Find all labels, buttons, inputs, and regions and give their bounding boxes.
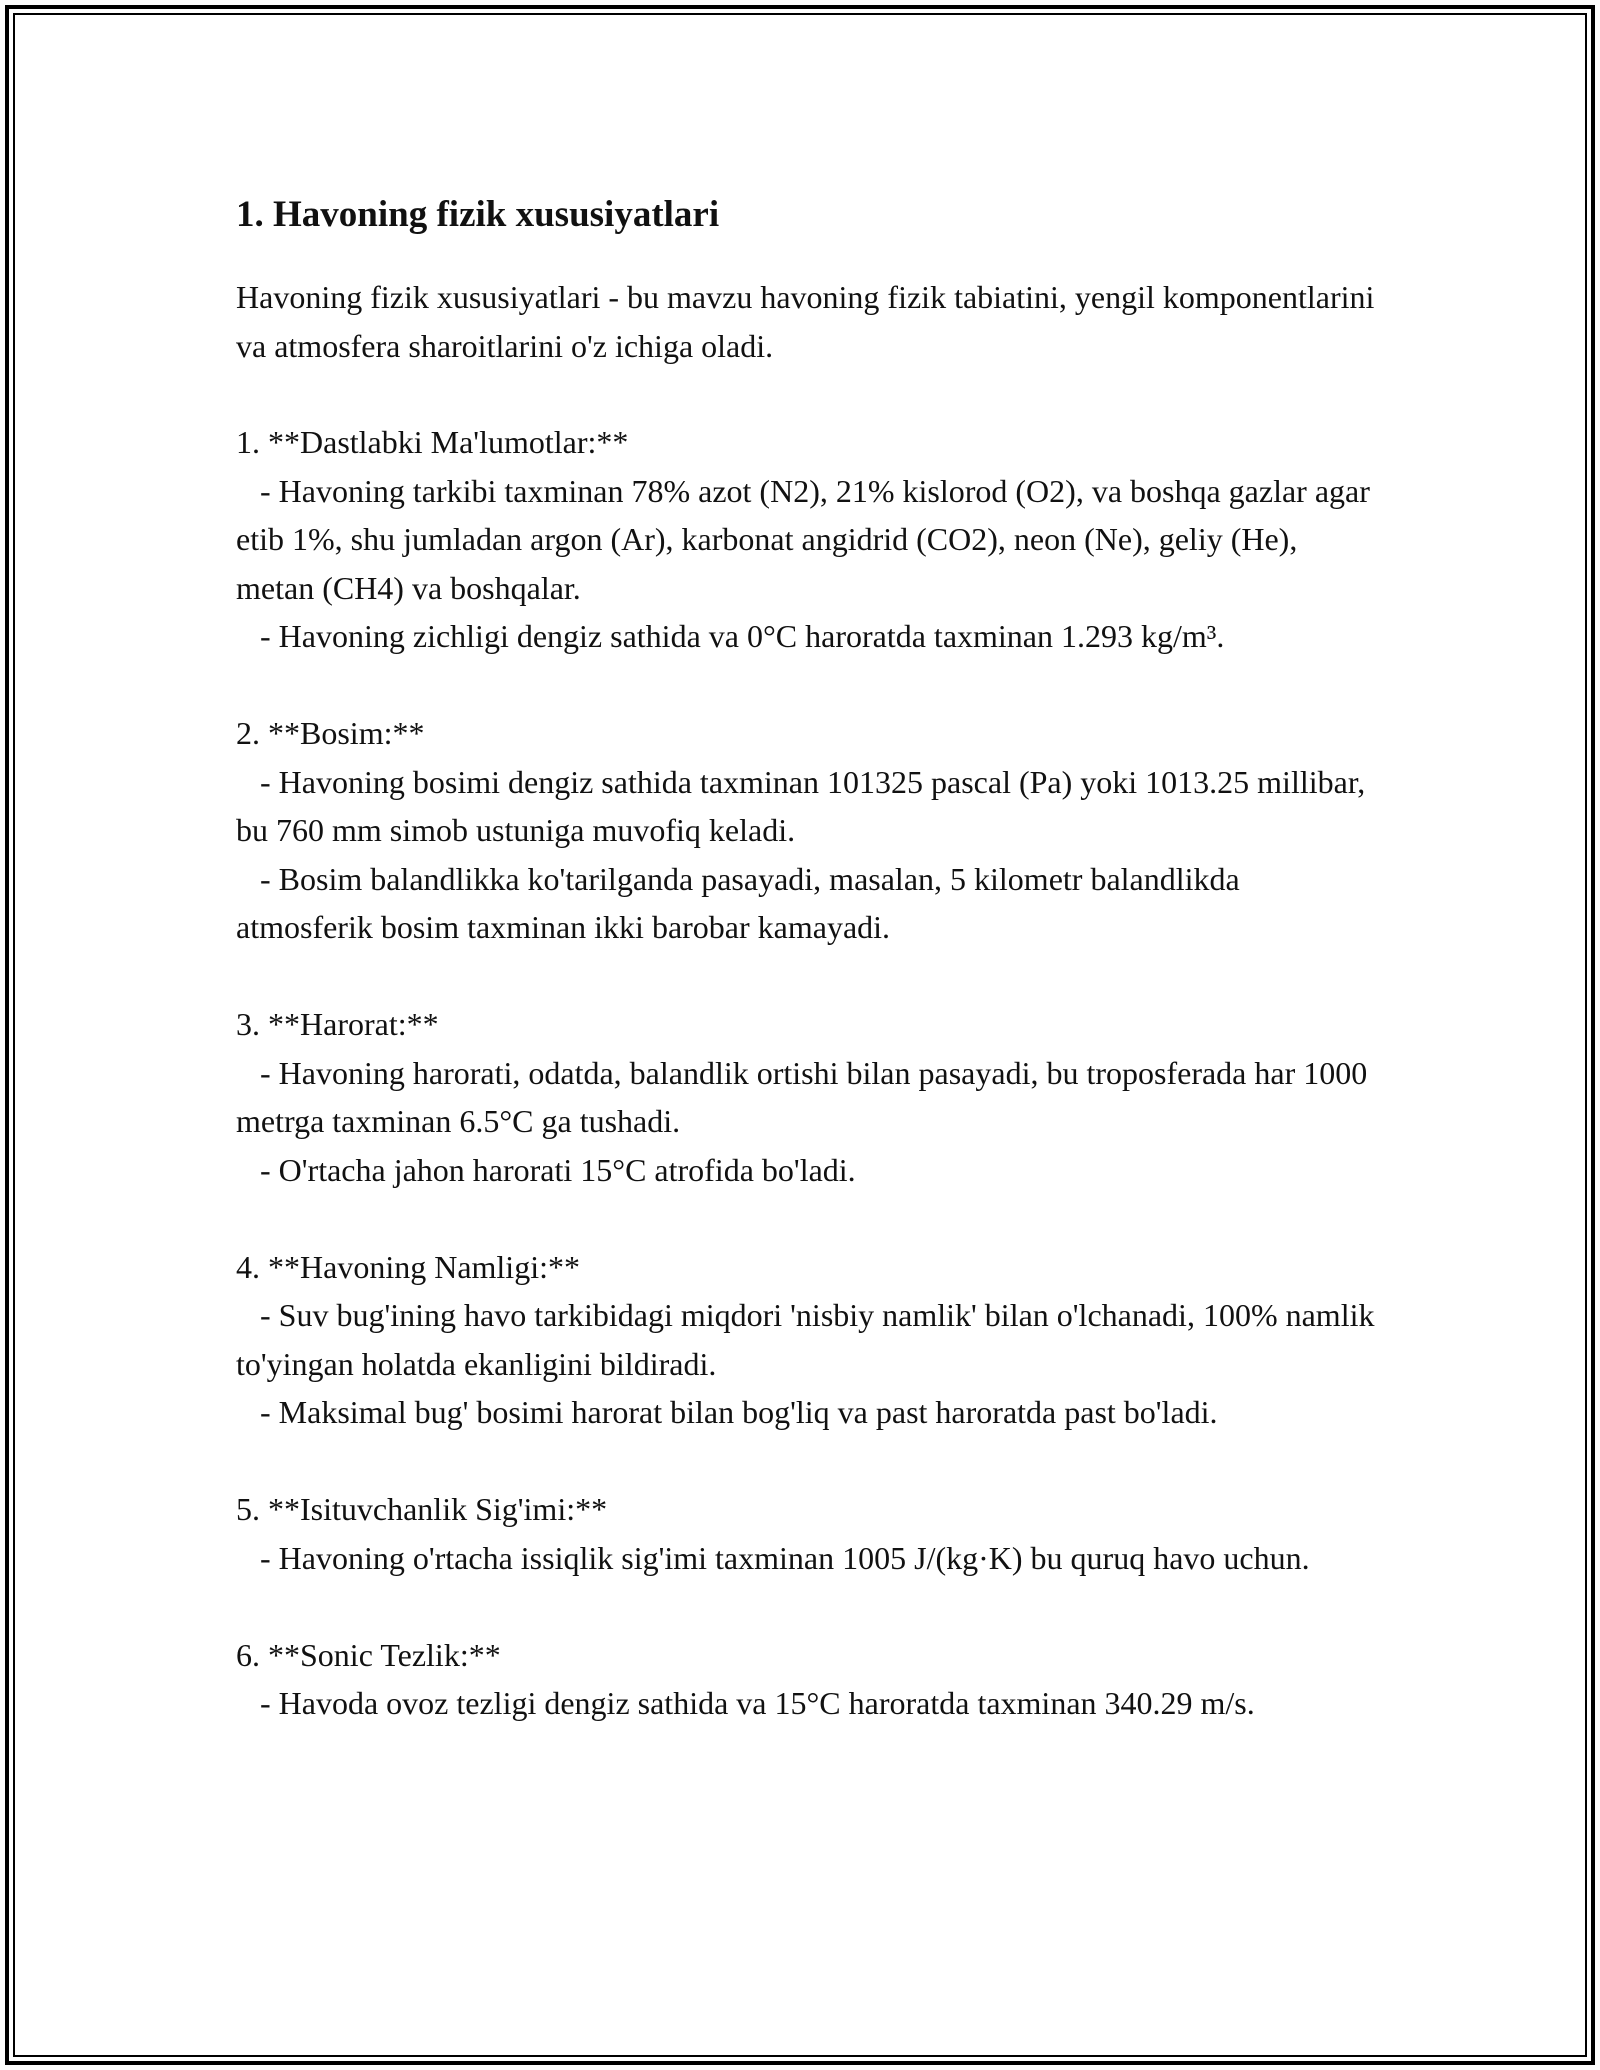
section-item: - Suv bug'ining havo tarkibidagi miqdori 'nisbiy namlik' bilan o'lchanadi, 100% namlik to'yingan holatda ekanligini bildiradi.: [236, 1297, 1383, 1382]
section-item: - Havoning zichligi dengiz sathida va 0°C haroratda taxminan 1.293 kg/m³.: [236, 618, 1225, 654]
section-item: - Havoning o'rtacha issiqlik sig'imi taxminan 1005 J/(kg·K) bu quruq havo uchun.: [236, 1539, 1310, 1576]
section-heading: 6. **Sonic Tezlik:**: [236, 1636, 501, 1673]
section-pressure: [236, 709, 1376, 952]
section-item: - Maksimal bug' bosimi harorat bilan bog'liq va past haroratda past bo'ladi.: [236, 1394, 1218, 1430]
section-heading: 2. **Bosim:**: [236, 715, 425, 751]
section-item: - Havoning bosimi dengiz sathida taxminan 101325 pascal (Pa) yoki 1013.25 millibar, bu 760 mm simob ustuniga muvofiq keladi.: [236, 763, 1374, 848]
section-humidity: [236, 1243, 1383, 1437]
section-item: - Havoning harorati, odatda, balandlik ortishi bilan pasayadi, bu troposferada har 1000 metrga taxminan 6.5°C ga tushadi.: [236, 1054, 1376, 1139]
section-heat-capacity: [236, 1485, 1376, 1582]
section-item: - Havoning tarkibi taxminan 78% azot (N2), 21% kislorod (O2), va boshqa gazlar agar etib 1%, shu jumladan argon (Ar), karbonat angidrid (CO2), neon (Ne), geliy (He), metan (CH4) va boshqalar.: [236, 472, 1378, 606]
page-title: 1. Havoning fizik xususiyatlari: [236, 194, 720, 235]
section-item: - O'rtacha jahon harorati 15°C atrofida bo'ladi.: [236, 1151, 856, 1188]
document-body: [236, 187, 1383, 1776]
section-heading: 4. **Havoning Namligi:**: [236, 1248, 580, 1285]
section-item: - Bosim balandlikka ko'tarilganda pasayadi, masalan, 5 kilometr balandlikda atmosferik bosim taxminan ikki barobar kamayadi.: [236, 860, 1248, 945]
section-heading: 3. **Harorat:**: [236, 1006, 439, 1042]
section-initial-data: [236, 418, 1376, 661]
section-item: - Havoda ovoz tezligi dengiz sathida va 15°C haroratda taxminan 340.29 m/s.: [236, 1685, 1255, 1721]
intro-paragraph: Havoning fizik xususiyatlari - bu mavzu havoning fizik tabiatini, yengil komponentlarini va atmosfera sharoitlarini o'z ichiga oladi.: [236, 279, 1375, 364]
section-heading: 5. **Isituvchanlik Sig'imi:**: [236, 1491, 608, 1527]
section-temperature: [236, 1000, 1376, 1194]
section-sound-speed: [236, 1631, 1376, 1728]
section-heading: 1. **Dastlabki Ma'lumotlar:**: [236, 424, 629, 460]
